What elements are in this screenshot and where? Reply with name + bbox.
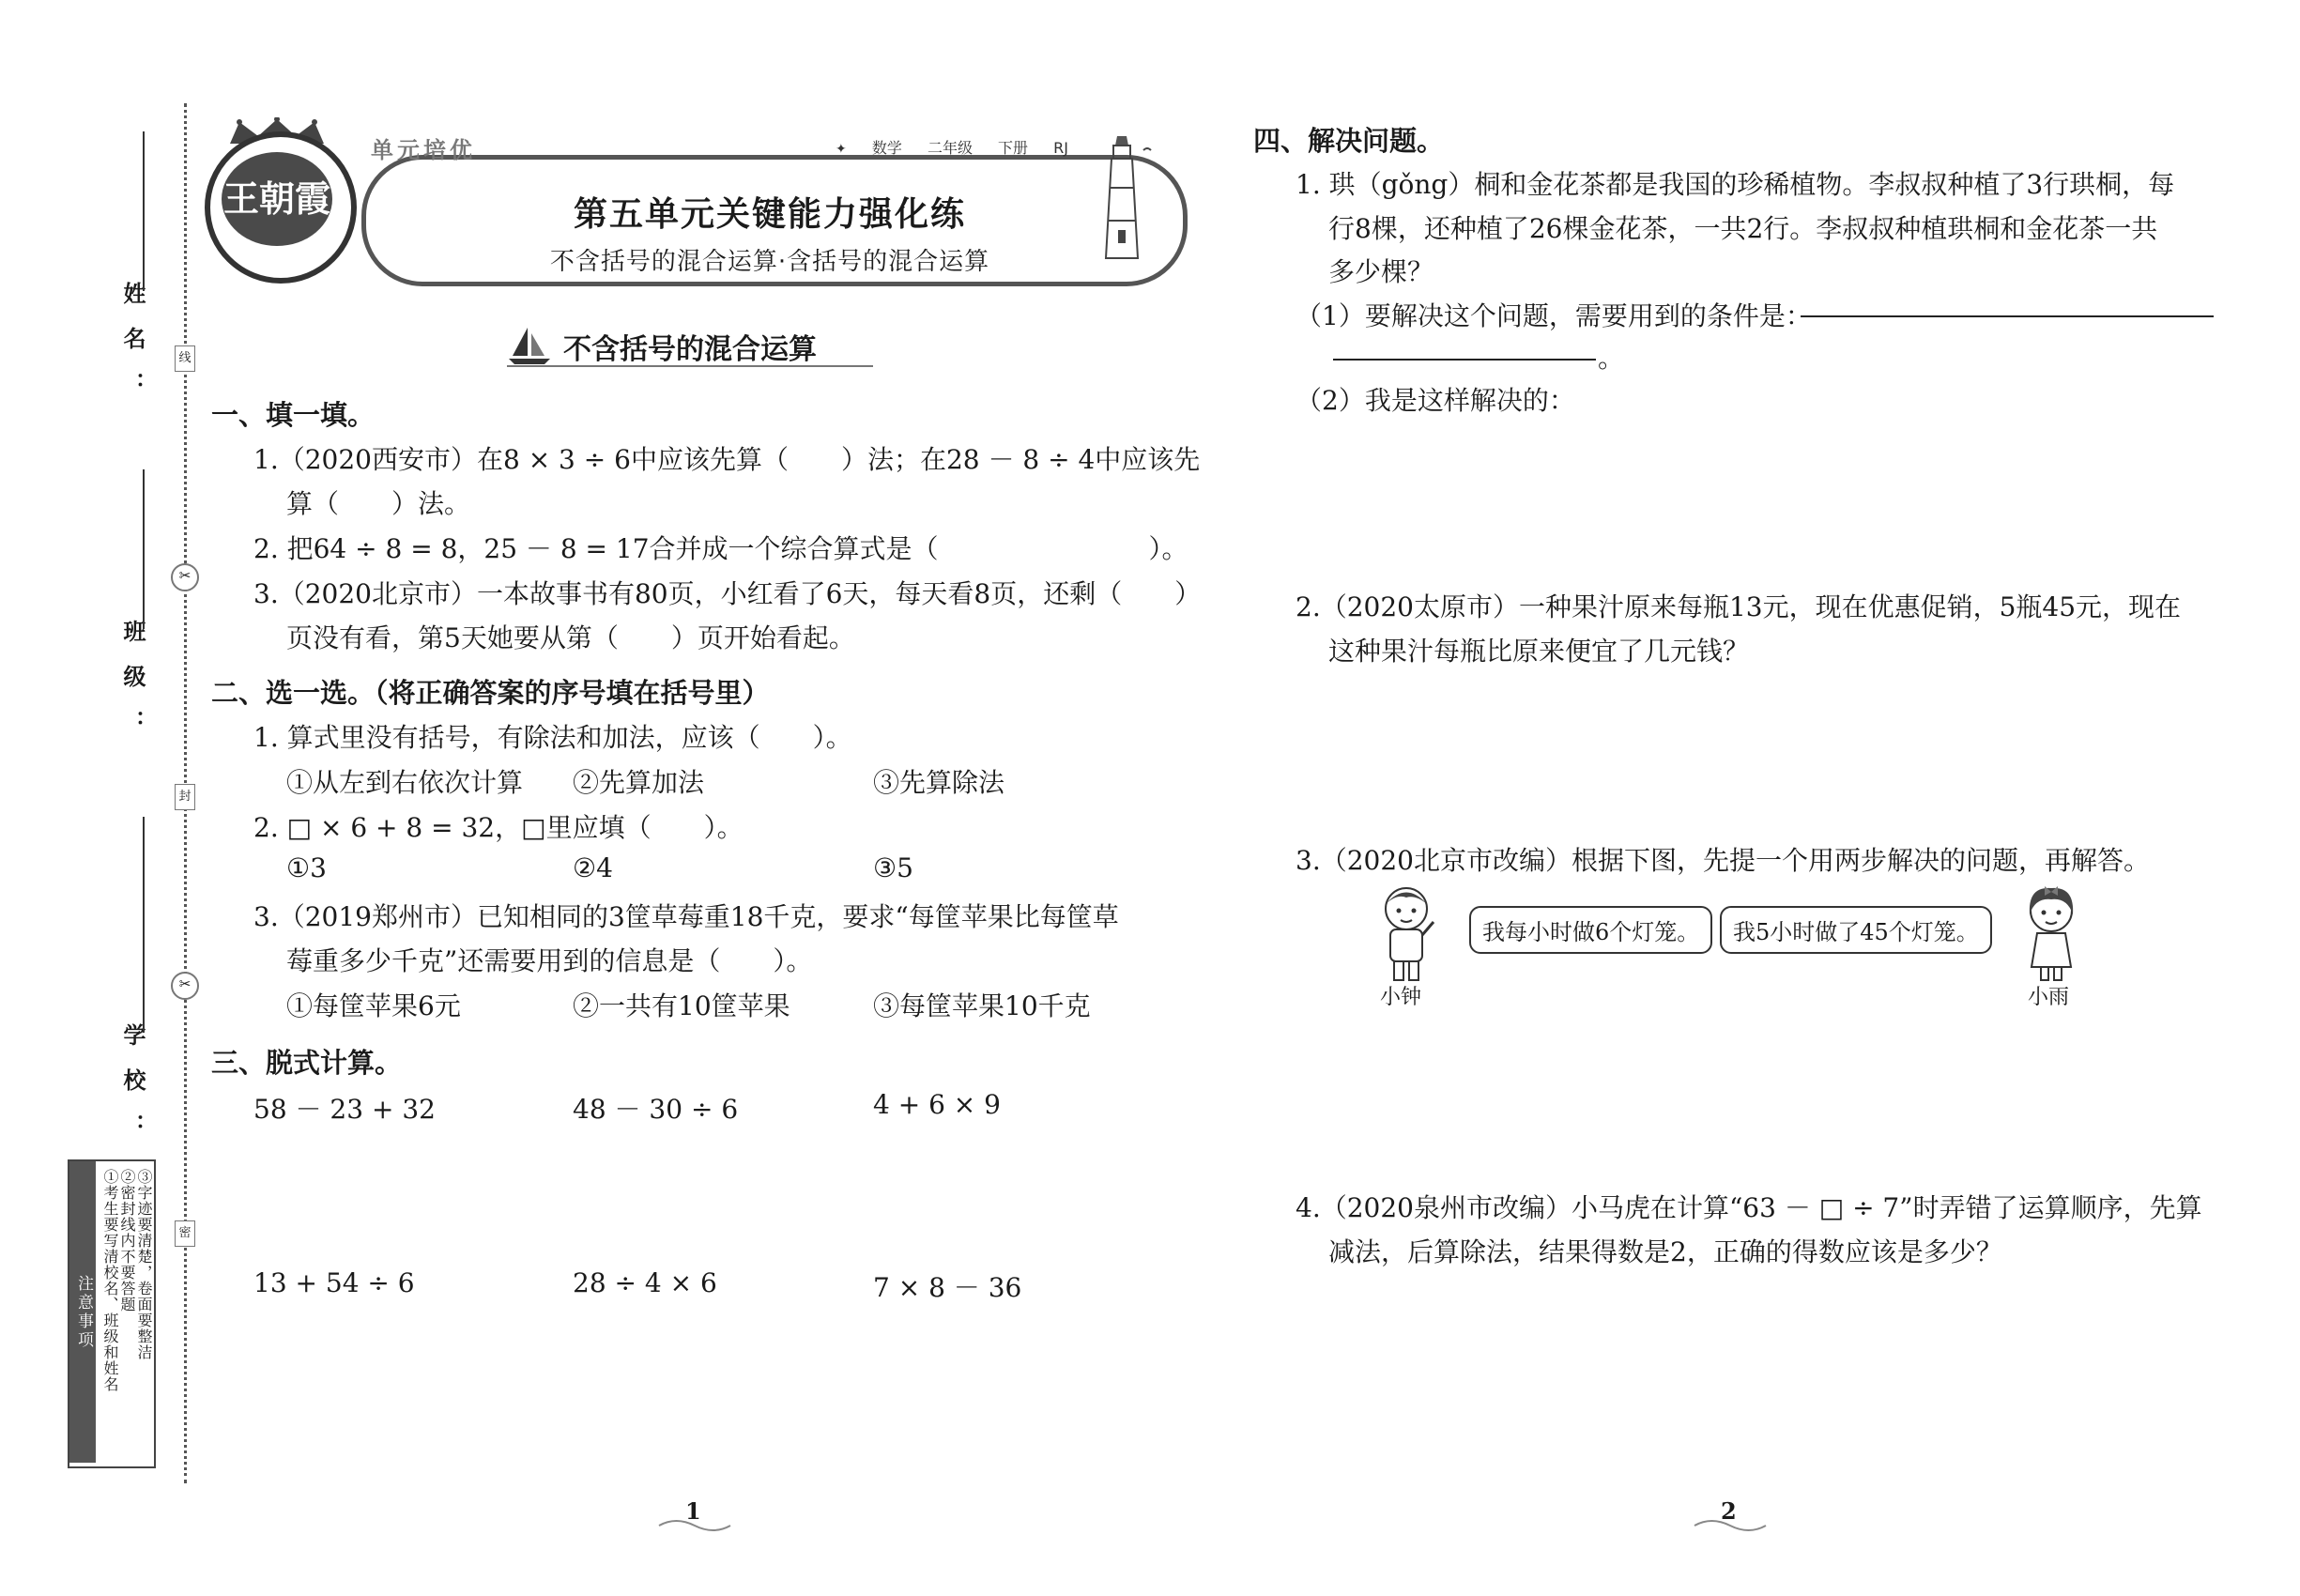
speech-bubble-right: 我5小时做了45个灯笼。 [1720,906,1992,954]
name-label: 姓名： [119,282,146,417]
girl-illustration [2018,881,2084,984]
scissors-icon: ✂ [171,972,199,1000]
notice-heading: 注意事项 [69,1161,96,1463]
part4-heading: 四、解决问题。 [1253,125,1445,157]
question: 2.（2020太原市）一种果汁原来每瓶13元，现在优惠促销，5瓶45元，现在 [1296,591,2182,622]
question: 减法，后算除法，结果得数是2，正确的得数应该是多少？ [1328,1236,2002,1267]
option: ②4 [573,852,613,883]
meta-subject: 数学 [871,139,902,157]
lighthouse-icon [1089,131,1155,263]
option: ③5 [873,852,913,883]
school-label: 学校： [119,1023,146,1159]
question: 1. 算式里没有括号，有除法和加法，应该（ ）。 [253,722,852,753]
cut-tag-line: 线 [175,345,195,372]
scissors-icon: ✂ [171,563,199,591]
meta-volume: 下册 [998,139,1029,157]
section-heading-text: 不含括号的混合运算 [563,333,817,366]
sub-question: （2）我是这样解决的： [1296,385,1575,416]
page-number: 1 [685,1497,701,1525]
part3-heading: 三、脱式计算。 [211,1047,403,1079]
option: ③先算除法 [873,767,1005,798]
notice-item: ③字迹要清楚，卷面要整洁 [135,1169,153,1360]
question: 1.（2020西安市）在8 × 3 ÷ 6中应该先算（ ）法；在28 － 8 ÷ 4中应该先 [253,444,1201,475]
question: 算（ ）法。 [286,488,471,519]
option: ②一共有10筐苹果 [573,990,790,1021]
calc-expression: 28 ÷ 4 × 6 [573,1267,717,1298]
sub-question: （1）要解决这个问题，需要用到的条件是： [1296,300,1812,331]
sub-question-end: 。 [1598,343,1625,374]
page-ornament [1693,1516,1768,1535]
book-meta: ✦ 数学 二年级 下册 RJ [836,139,1068,157]
calc-expression: 48 － 30 ÷ 6 [573,1094,739,1125]
class-field-line [143,469,145,629]
calc-expression: 7 × 8 － 36 [873,1272,1022,1303]
sailboat-icon [507,324,554,366]
question: 4.（2020泉州市改编）小马虎在计算“63 － □ ÷ 7”时弄错了运算顺序，先算 [1296,1192,2202,1223]
question: 2. 把64 ÷ 8 = 8，25 － 8 = 17合并成一个综合算式是（ ）。 [253,533,1188,564]
page-title: 第五单元关键能力强化练 [573,195,966,234]
option: ①每筐苹果6元 [286,990,461,1021]
notice-item: ①考生要写清校名、班级和姓名 [101,1169,119,1392]
page-subtitle: 不含括号的混合运算·含括号的混合运算 [549,248,990,276]
meta-edition: RJ [1053,139,1068,157]
page-number: 2 [1721,1497,1737,1525]
question: 这种果汁每瓶比原来便宜了几元钱？ [1328,636,1750,667]
question: 3.（2020北京市）一本故事书有80页，小红看了6天，每天看8页，还剩（ ） [253,578,1202,609]
answer-line[interactable] [1333,359,1596,361]
question: 多少棵？ [1328,256,1434,287]
option: ①从左到右依次计算 [286,767,524,798]
kid-name-left: 小钟 [1380,986,1422,1009]
page-ornament [657,1516,732,1535]
part2-heading: 二、选一选。（将正确答案的序号填在括号里） [211,677,770,709]
speech-bubble-left: 我每小时做6个灯笼。 [1469,906,1712,954]
question: 行8棵，还种植了26棵金花茶，一共2行。李叔叔种植珙桐和金花茶一共 [1328,213,2158,244]
school-field-line [143,817,145,1033]
boy-illustration [1373,881,1439,984]
question: 2. □ × 6 + 8 = 32，□里应填（ ）。 [253,812,744,843]
question: 页没有看，第5天她要从第（ ）页开始看起。 [286,622,855,653]
notice-item: ②密封线内不要答题 [118,1169,136,1312]
option: ③每筐苹果10千克 [873,990,1091,1021]
name-field-line [143,131,145,291]
calc-expression: 4 + 6 × 9 [873,1089,1001,1120]
logo-text: 王朝霞 [222,152,332,246]
part1-heading: 一、填一填。 [211,399,376,431]
calc-expression: 58 － 23 + 32 [253,1094,436,1125]
cut-tag-secret: 密 [175,1220,195,1247]
class-label: 班级： [119,620,146,755]
option: ①3 [286,852,327,883]
answer-line[interactable] [1801,315,2214,317]
banner-tag: 单元培优 [371,137,476,163]
option: ②先算加法 [573,767,705,798]
question: 1. 珙（gǒng）桐和金花茶都是我国的珍稀植物。李叔叔种植了3行珙桐，每 [1296,169,2175,200]
calc-expression: 13 + 54 ÷ 6 [253,1267,415,1298]
question: 3.（2020北京市改编）根据下图，先提一个用两步解决的问题，再解答。 [1296,845,2150,876]
cut-tag-seal: 封 [175,784,195,810]
kid-name-right: 小雨 [2028,986,2070,1009]
meta-grade: 二年级 [927,139,973,157]
question: 3.（2019郑州市）已知相同的3筐草莓重18千克，要求“每筐苹果比每筐草 [253,901,1119,932]
question: 莓重多少千克”还需要用到的信息是（ ）。 [286,945,813,976]
